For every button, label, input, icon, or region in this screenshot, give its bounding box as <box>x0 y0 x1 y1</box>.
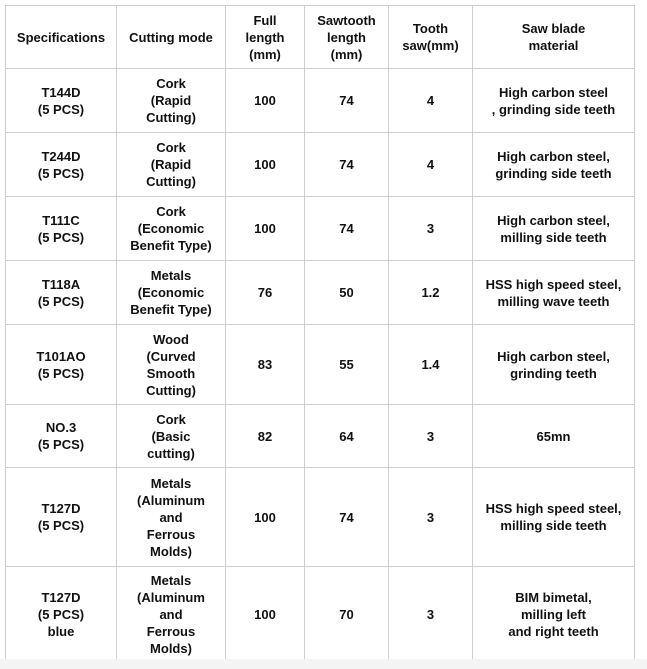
cell-material: High carbon steel, grinding teeth <box>473 325 635 405</box>
cell-cutting-mode: Metals (Aluminum and Ferrous Molds) <box>117 567 226 662</box>
cell-sawtooth-length: 74 <box>305 197 389 261</box>
cell-material: 65mn <box>473 405 635 468</box>
header-specifications: Specifications <box>6 6 117 69</box>
cell-full-length: 82 <box>226 405 305 468</box>
cell-spec: T244D (5 PCS) <box>6 133 117 197</box>
cell-full-length: 76 <box>226 261 305 325</box>
header-sawtooth-length: Sawtooth length (mm) <box>305 6 389 69</box>
cell-tooth-saw: 3 <box>389 468 473 567</box>
cell-material: BIM bimetal, milling left and right teeth <box>473 567 635 662</box>
header-cutting-mode: Cutting mode <box>117 6 226 69</box>
cell-full-length: 100 <box>226 197 305 261</box>
table-header-row <box>6 6 635 69</box>
table-row <box>6 69 635 133</box>
header-full-length: Full length (mm) <box>226 6 305 69</box>
cell-sawtooth-length: 70 <box>305 567 389 662</box>
cell-tooth-saw: 4 <box>389 133 473 197</box>
cell-cutting-mode: Metals (Aluminum and Ferrous Molds) <box>117 468 226 567</box>
cell-sawtooth-length: 74 <box>305 468 389 567</box>
cell-sawtooth-length: 55 <box>305 325 389 405</box>
cell-spec: T118A (5 PCS) <box>6 261 117 325</box>
cell-cutting-mode: Cork (Basic cutting) <box>117 405 226 468</box>
cell-sawtooth-length: 50 <box>305 261 389 325</box>
cell-full-length: 100 <box>226 468 305 567</box>
cell-tooth-saw: 1.4 <box>389 325 473 405</box>
cell-material: HSS high speed steel, milling side teeth <box>473 468 635 567</box>
cell-spec: NO.3 (5 PCS) <box>6 405 117 468</box>
cell-spec: T127D (5 PCS) blue <box>6 567 117 662</box>
table-row <box>6 261 635 325</box>
cell-tooth-saw: 3 <box>389 197 473 261</box>
table-row <box>6 405 635 468</box>
table-row <box>6 567 635 662</box>
cell-cutting-mode: Cork (Rapid Cutting) <box>117 69 226 133</box>
cell-cutting-mode: Cork (Economic Benefit Type) <box>117 197 226 261</box>
cell-spec: T144D (5 PCS) <box>6 69 117 133</box>
cell-material: HSS high speed steel, milling wave teeth <box>473 261 635 325</box>
cell-tooth-saw: 3 <box>389 567 473 662</box>
cell-full-length: 100 <box>226 133 305 197</box>
table-row <box>6 133 635 197</box>
cell-sawtooth-length: 74 <box>305 133 389 197</box>
cell-full-length: 100 <box>226 567 305 662</box>
cell-spec: T101AO (5 PCS) <box>6 325 117 405</box>
cell-tooth-saw: 3 <box>389 405 473 468</box>
cell-cutting-mode: Metals (Economic Benefit Type) <box>117 261 226 325</box>
cell-sawtooth-length: 64 <box>305 405 389 468</box>
cell-spec: T111C (5 PCS) <box>6 197 117 261</box>
cell-full-length: 100 <box>226 69 305 133</box>
cell-cutting-mode: Wood (Curved Smooth Cutting) <box>117 325 226 405</box>
cell-sawtooth-length: 74 <box>305 69 389 133</box>
header-saw-blade-material: Saw blade material <box>473 6 635 69</box>
saw-blade-spec-table <box>5 5 635 662</box>
cell-full-length: 83 <box>226 325 305 405</box>
cell-tooth-saw: 1.2 <box>389 261 473 325</box>
table-row <box>6 325 635 405</box>
cell-material: High carbon steel, grinding side teeth <box>473 133 635 197</box>
header-tooth-saw: Tooth saw(mm) <box>389 6 473 69</box>
cell-cutting-mode: Cork (Rapid Cutting) <box>117 133 226 197</box>
cell-tooth-saw: 4 <box>389 69 473 133</box>
cell-material: High carbon steel, milling side teeth <box>473 197 635 261</box>
table-row <box>6 197 635 261</box>
cell-material: High carbon steel , grinding side teeth <box>473 69 635 133</box>
cell-spec: T127D (5 PCS) <box>6 468 117 567</box>
table-row <box>6 468 635 567</box>
page-bottom-strip <box>0 659 647 669</box>
